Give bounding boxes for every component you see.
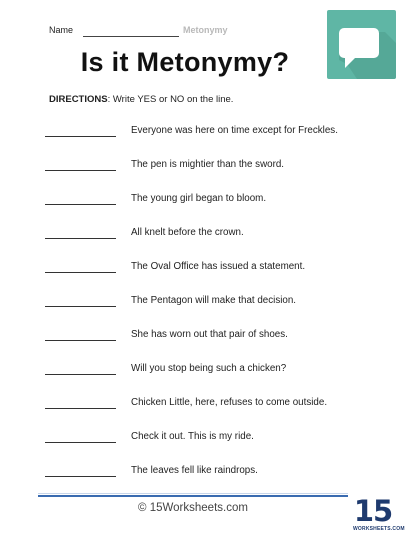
answer-line[interactable] (45, 442, 116, 443)
worksheet-topic: Metonymy (183, 25, 228, 35)
answer-line[interactable] (45, 238, 116, 239)
directions-label: DIRECTIONS (49, 94, 108, 105)
list-item (0, 152, 416, 172)
list-item (0, 424, 416, 444)
sentence: She has worn out that pair of shoes. (131, 329, 288, 340)
list-item (0, 322, 416, 342)
list-item (0, 254, 416, 274)
list-item (0, 118, 416, 138)
answer-line[interactable] (45, 306, 116, 307)
directions (49, 94, 233, 105)
name-label: Name (49, 25, 74, 35)
list-item (0, 186, 416, 206)
sentence: The young girl began to bloom. (131, 193, 267, 204)
directions-text: : Write YES or NO on the line. (107, 94, 234, 105)
answer-line[interactable] (45, 476, 116, 477)
brand-subtitle: WORKSHEETS.COM (353, 526, 405, 532)
footer-divider-light (38, 493, 348, 494)
name-field-line[interactable] (83, 36, 179, 37)
brand-number: 15 (353, 494, 393, 528)
sentence: All knelt before the crown. (131, 227, 244, 238)
sentence: The pen is mightier than the sword. (131, 159, 285, 170)
answer-line[interactable] (45, 272, 116, 273)
sentence: Check it out. This is my ride. (131, 431, 254, 442)
list-item (0, 458, 416, 478)
footer-copyright: © 15Worksheets.com (138, 502, 248, 514)
footer-divider (38, 495, 348, 497)
sentence: The Pentagon will make that decision. (131, 295, 297, 306)
list-item (0, 390, 416, 410)
answer-line[interactable] (45, 408, 116, 409)
page-title: Is it Metonymy? (80, 47, 290, 77)
answer-line[interactable] (45, 170, 116, 171)
answer-line[interactable] (45, 374, 116, 375)
list-item (0, 220, 416, 240)
list-item (0, 356, 416, 376)
sentence: Chicken Little, here, refuses to come outside. (131, 397, 328, 408)
sentence: Will you stop being such a chicken? (131, 363, 287, 374)
answer-line[interactable] (45, 204, 116, 205)
sentence: The Oval Office has issued a statement. (131, 261, 306, 272)
answer-line[interactable] (45, 340, 116, 341)
brand-logo (353, 494, 405, 534)
sentence: The leaves fell like raindrops. (131, 465, 258, 476)
sentence: Everyone was here on time except for Freckles. (131, 125, 338, 136)
list-item (0, 288, 416, 308)
answer-line[interactable] (45, 136, 116, 137)
